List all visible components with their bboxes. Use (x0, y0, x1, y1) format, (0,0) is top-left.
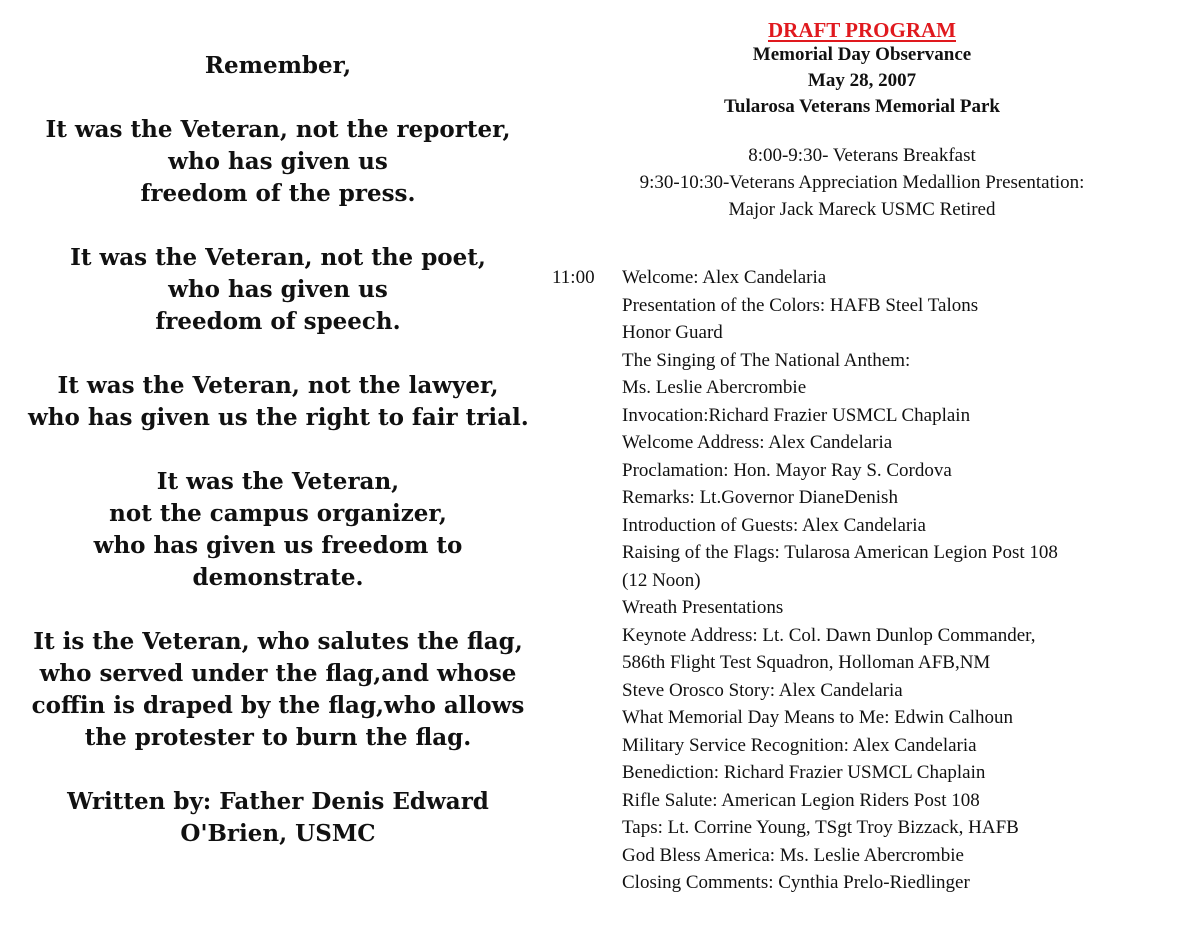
list-item: Keynote Address: Lt. Col. Dawn Dunlop Commander, (622, 624, 1036, 646)
poem-line: the protester to burn the flag. (84, 724, 472, 751)
poem-line: O'Brien, USMC (180, 820, 376, 847)
poem-stanza-trial (28, 370, 528, 434)
list-item: Welcome Address: Alex Candelaria (622, 432, 893, 453)
poem-line: Written by: Father Denis Edward (67, 788, 489, 815)
list-item: Honor Guard (622, 322, 723, 343)
list-item: Raising of the Flags: Tularosa American Legion Post 108 (622, 542, 1058, 563)
poem-line: who has given us (168, 148, 388, 175)
poem-line: Remember, (204, 52, 352, 79)
poem-line: It was the Veteran, not the lawyer, (57, 372, 499, 399)
list-item: Welcome: Alex Candelaria (622, 267, 827, 288)
list-item: Remarks: Lt.Governor DianeDenish (622, 487, 898, 508)
poem-line: who served under the flag,and whose (39, 660, 517, 687)
list-item: God Bless America: Ms. Leslie Abercrombie (622, 844, 964, 866)
ceremony-items (622, 264, 1058, 897)
list-item: Closing Comments: Cynthia Prelo-Riedlinger (622, 872, 970, 893)
poem-line: It was the Veteran, not the poet, (70, 244, 486, 271)
morning-schedule (552, 142, 1172, 223)
poem-stanza-demonstrate (28, 466, 528, 594)
program-header (552, 0, 1172, 120)
poem-line: not the campus organizer, (109, 500, 447, 527)
list-item: Rifle Salute: American Legion Riders Post 108 (622, 789, 980, 811)
event-location: Tularosa Veterans Memorial Park (723, 96, 1001, 117)
list-item: Taps: Lt. Corrine Young, TSgt Troy Bizzack, HAFB (622, 817, 1019, 838)
poem-stanza-press (28, 114, 528, 210)
list-item: Steve Orosco Story: Alex Candelaria (622, 679, 903, 701)
poem-line: It was the Veteran, not the reporter, (45, 116, 511, 143)
event-title: Memorial Day Observance (752, 44, 972, 65)
poem (28, 50, 528, 882)
poem-stanza-speech (28, 242, 528, 338)
list-item: Introduction of Guests: Alex Candelaria (622, 514, 926, 536)
list-item: 586th Flight Test Squadron, Holloman AFB,NM (622, 652, 991, 673)
poem-line: who has given us freedom to (93, 532, 463, 559)
ceremony-time: 11:00 (552, 267, 595, 288)
list-item: Ms. Leslie Abercrombie (622, 377, 807, 398)
poem-line: coffin is draped by the flag,who allows (31, 692, 525, 719)
poem-line: who has given us (168, 276, 388, 303)
poem-line: who has given us the right to fair trial. (28, 404, 529, 431)
list-item: Presentation of the Colors: HAFB Steel Talons (622, 294, 979, 316)
list-item: Wreath Presentations (622, 597, 784, 618)
poem-line: demonstrate. (192, 564, 364, 591)
poem-stanza-flag (28, 626, 528, 754)
poem-line: It is the Veteran, who salutes the flag, (33, 628, 523, 655)
poem-author (28, 786, 528, 850)
draft-program-title: DRAFT PROGRAM (767, 18, 956, 42)
list-item: What Memorial Day Means to Me: Edwin Calhoun (622, 707, 1014, 728)
list-item: Invocation:Richard Frazier USMCL Chaplain (622, 404, 971, 426)
event-date: May 28, 2007 (807, 70, 917, 91)
poem-line: It was the Veteran, (156, 468, 400, 495)
schedule-line: 8:00-9:30- Veterans Breakfast (748, 145, 976, 166)
list-item: The Singing of The National Anthem: (622, 349, 911, 371)
schedule-line: Major Jack Mareck USMC Retired (728, 199, 996, 220)
list-item: Military Service Recognition: Alex Candelaria (622, 734, 977, 756)
list-item: (12 Noon) (622, 569, 701, 591)
poem-line: freedom of speech. (155, 308, 401, 335)
list-item: Benediction: Richard Frazier USMCL Chaplain (622, 762, 986, 783)
list-item: Proclamation: Hon. Mayor Ray S. Cordova (622, 459, 952, 481)
program (552, 0, 1192, 893)
schedule-line: 9:30-10:30-Veterans Appreciation Medallion Presentation: (639, 172, 1085, 193)
poem-line: freedom of the press. (140, 180, 416, 207)
poem-stanza-opening (28, 50, 528, 82)
